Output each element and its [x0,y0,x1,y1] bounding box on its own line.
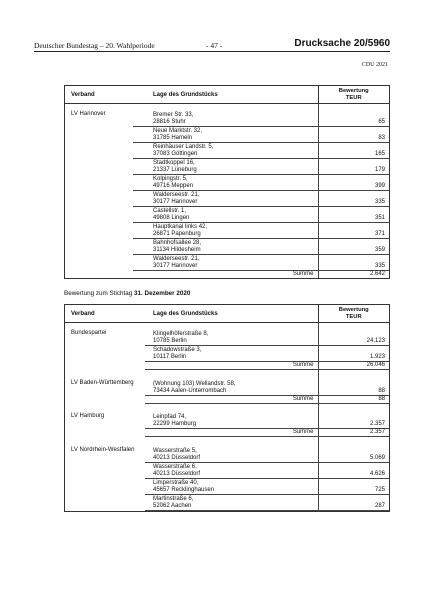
verband-label: LV Nordrhein-Westfalen [71,446,135,453]
verband-label: LV Baden-Württemberg [71,379,134,386]
property-table-2020 [64,304,390,512]
property-address: (Wohnung 103) Wellandstr. 58, 73434 Aalen-Unterrombach [153,380,236,394]
property-value: 5.069 [318,447,389,463]
property-address: Klingelhöferstraße 8, 10785 Berlin [145,330,318,346]
sum-label: Summe [145,362,318,370]
property-address: Neue Marktstr. 32, 31785 Hameln [133,127,318,143]
property-value: 335 [318,255,389,271]
verband-label: LV Hamburg [71,413,105,419]
table-row [65,413,389,429]
verband-label: LV Hannover [71,111,106,117]
property-table-2021 [64,85,390,279]
property-value: 371 [318,223,389,239]
property-address: Bahnhofsallee 28, 31134 Hildesheim [133,239,318,255]
sum-row [65,395,389,403]
property-value: 359 [318,239,389,255]
column-header-bewertung-line1: Bewertung [338,306,369,313]
header-rule [34,51,390,52]
column-header-lage: Lage des Grundstücks [145,305,318,323]
property-value: 179 [318,159,389,175]
property-address: Stadtkoppel 16, 21337 Lüneburg [133,159,318,175]
column-header-bewertung-line1: Bewertung [338,87,369,94]
column-header-bewertung-line2: TEUR [345,313,362,320]
sum-label: Summe [145,429,318,437]
column-header-bewertung [318,86,389,104]
sum-row [65,271,389,279]
valuation-date-prefix: Bewertung zum Stichtag [64,290,135,297]
table-header-row [65,305,389,323]
property-value: 83 [318,127,389,143]
property-address: Walderseestr. 21, 30177 Hannover [153,256,200,269]
table-row [65,380,389,396]
header-publication: Deutscher Bundestag – 20. Wahlperiode [34,41,155,50]
property-value: 65 [318,111,389,127]
sum-value: 2.642 [318,271,389,279]
property-address: Castellstr. 1, 49808 Lingen [133,207,318,223]
party-year-label: CDU 2021 [361,62,388,68]
property-value: 287 [318,494,389,510]
table-row [65,447,389,463]
property-value: 88 [318,380,389,396]
property-value: 165 [318,143,389,159]
column-header-lage: Lage des Grundstücks [133,86,318,104]
property-address: Wasserstraße 6, 40213 Düsseldorf [145,462,318,478]
property-value: 1.923 [318,346,389,362]
sum-value: 26.046 [318,362,389,370]
sum-label: Summe [133,271,318,279]
property-address: Wasserstraße 5, 40213 Düsseldorf [145,447,318,463]
verband-label: Bundespartei [71,330,107,336]
valuation-date: 31. Dezember 2020 [134,290,191,297]
property-value: 351 [318,207,389,223]
sum-label: Summe [145,395,318,403]
property-address: Walderseestr. 21, 30177 Hannover [133,191,318,207]
page-header [34,38,390,52]
property-address: Reinhäuser Landstr. 5, 37083 Göttingen [133,143,318,159]
property-address: Kolpingstr. 5, 49716 Meppen [133,175,318,191]
header-document-number: Drucksache 20/5960 [294,38,390,49]
column-header-verband: Verband [65,86,133,104]
column-header-verband: Verband [65,305,145,323]
valuation-date-caption [64,290,190,297]
property-address: Martinstraße 6, 52062 Aachen [145,494,318,510]
table-row [65,111,389,127]
property-value: 399 [318,175,389,191]
sum-value: 2.357 [318,429,389,437]
sum-row [65,362,389,370]
property-address: Hauptkanal links 42, 26871 Papenburg [133,223,318,239]
property-value: 24.123 [318,330,389,346]
column-header-bewertung-line2: TEUR [345,94,362,101]
property-value: 4.626 [318,462,389,478]
column-header-bewertung [318,305,389,323]
property-value: 335 [318,191,389,207]
property-address: Leinpfad 74, 22299 Hamburg [153,414,197,427]
property-value: 2.357 [318,413,389,429]
property-address: Schadowstraße 3, 10117 Berlin [153,347,202,360]
sum-row [65,429,389,437]
header-page-number: - 47 - [206,41,223,50]
property-address: Limperstraße 40, 45657 Recklinghausen [145,478,318,494]
property-address: Bremer Str. 33, 28816 Stuhr [133,111,318,127]
table-header-row [65,86,389,104]
sum-value: 88 [318,395,389,403]
property-value: 725 [318,478,389,494]
table-row [65,330,389,346]
